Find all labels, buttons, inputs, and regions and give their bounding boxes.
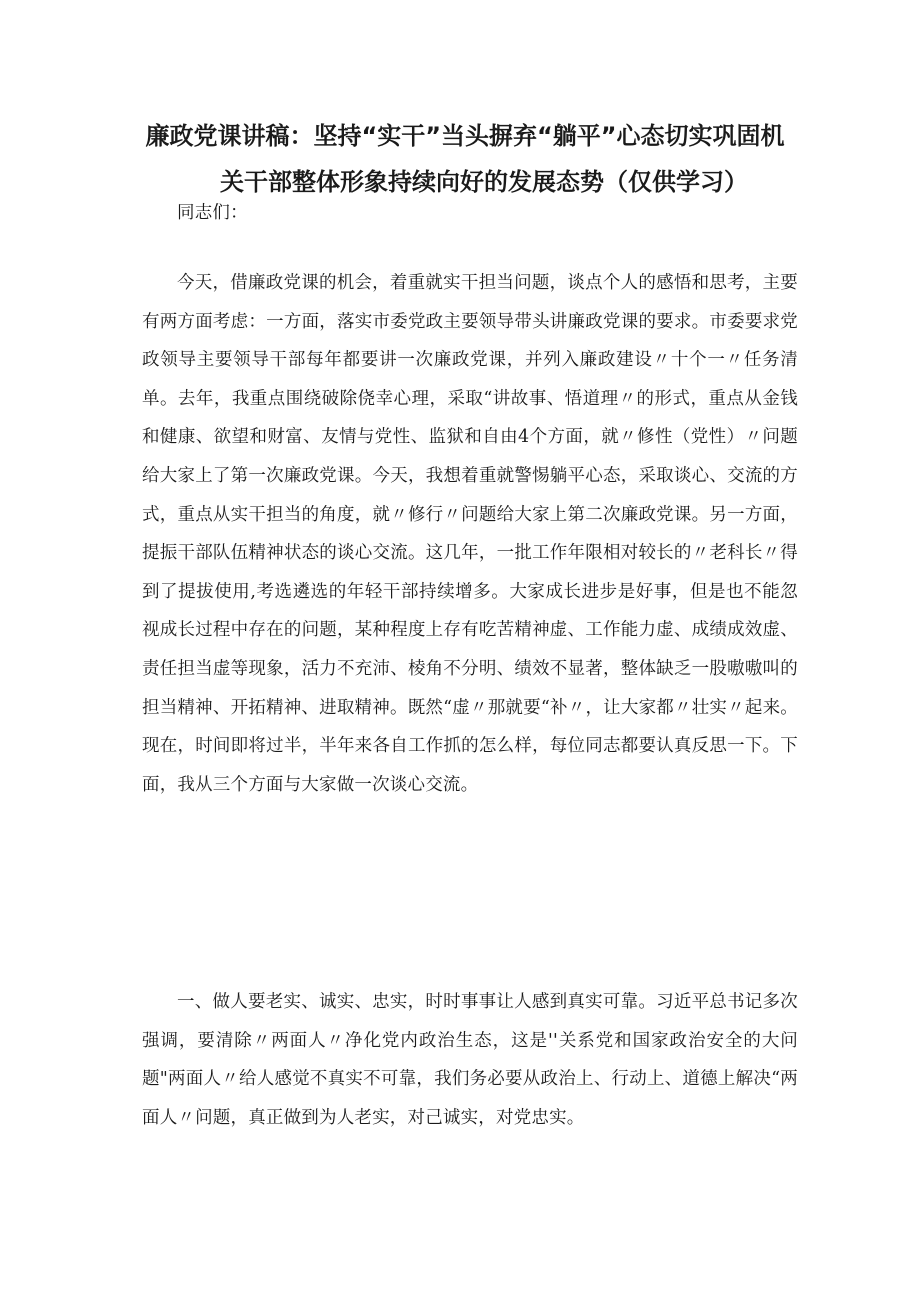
title-line-2: 关干部整体形象持续向好的发展态势（仅供学习） xyxy=(220,168,748,196)
paragraph-section-one: 一、做人要老实、诚实、忠实，时时事事让人感到真实可靠。习近平总书记多次强调，要清除〃两面人〃净化党内政治生态，这是''关系党和国家政治安全的大问题"两面人〃给人感觉不真实不可靠，我们务必要从政治上、行动上、道德上解决“两面人〃问题，真正做到为人老实，对己诚实，对党忠实。 xyxy=(142,992,798,1128)
document-title xyxy=(135,113,795,205)
title-line-1: 廉政党课讲稿：坚持“实干”当头摒弃“躺平”心态切实巩固机 xyxy=(145,122,785,150)
greeting: 同志们： xyxy=(177,203,248,223)
paragraph-intro: 今天，借廉政党课的机会，着重就实干担当问题，谈点个人的感悟和思考，主要有两方面考虑：一方面，落实市委党政主要领导带头讲廉政党课的要求。市委要求党政领导主要领导干部每年都要讲一次廉政党课，并列入廉政建设〃十个一〃任务清单。去年，我重点围绕破除侥幸心理，采取“讲故事、悟道理〃的形式，重点从金钱和健康、欲望和财富、友情与党性、监狱和自由4个方面，就〃修性（党性）〃问题给大家上了第一次廉政党课。今天，我想着重就警惕躺平心态，采取谈心、交流的方式，重点从实干担当的角度，就〃修行〃问题给大家上第二次廉政党课。另一方面，提振干部队伍精神状态的谈心交流。这几年，一批工作年限相对较长的〃老科长〃得到了提拔使用,考选遴选的年轻干部持续增多。大家成长进步是好事，但是也不能忽视成长过程中存在的问题，某种程度上存有吃苦精神虚、工作能力虚、成绩成效虚、责任担当虚等现象，活力不充沛、棱角不分明、绩效不显著，整体缺乏一股嗷嗷叫的担当精神、开拓精神、进取精神。既然“虚〃那就要“补〃，让大家都〃壮实〃起来。现在，时间即将过半，半年来各自工作抓的怎么样，每位同志都要认真反思一下。下面，我从三个方面与大家做一次谈心交流。 xyxy=(142,273,798,795)
